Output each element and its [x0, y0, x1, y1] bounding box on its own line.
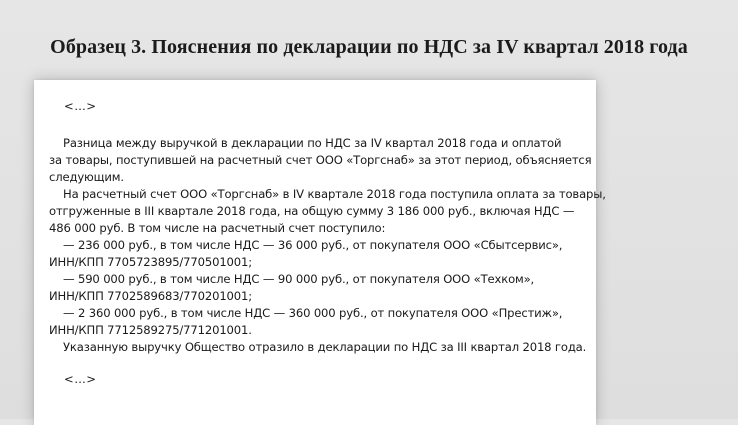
text-line: ИНН/КПП 7712589275/771201001. [49, 323, 252, 337]
document-body [34, 80, 606, 425]
ellipsis-top: <…> [64, 99, 97, 113]
text-line: следующим. [49, 170, 124, 184]
text-line: ИНН/КПП 7705723895/770501001; [49, 255, 252, 269]
text-line: Указанную выручку Общество отразило в декларации по НДС за III квартал 2018 года. [63, 340, 587, 354]
page-title: Образец 3. Пояснения по декларации по НДС за IV квартал 2018 года [50, 36, 688, 58]
text-line: Разница между выручкой в декларации по НДС за IV квартал 2018 года и оплатой [63, 136, 562, 150]
text-line: — 236 000 руб., в том числе НДС — 36 000 руб., от покупателя ООО «Сбытсервис», [63, 238, 563, 252]
text-line: ИНН/КПП 7702589683/770201001; [49, 289, 252, 303]
ellipsis-bottom: <…> [64, 372, 97, 386]
text-line: 486 000 руб. В том числе на расчетный счет поступило: [49, 221, 386, 235]
text-line: — 2 360 000 руб., в том числе НДС — 360 000 руб., от покупателя ООО «Престиж», [63, 306, 563, 320]
text-line: На расчетный счет ООО «Торгснаб» в IV квартале 2018 года поступила оплата за товары, [63, 187, 606, 201]
text-line: отгруженные в III квартале 2018 года, на общую сумму 3 186 000 руб., включая НДС — [49, 204, 575, 218]
document-sheet [34, 80, 606, 425]
text-line: за товары, поступившей на расчетный счет ООО «Торгснаб» за этот период, объясняется [49, 153, 592, 167]
text-line: — 590 000 руб., в том числе НДС — 90 000 руб., от покупателя ООО «Техком», [63, 272, 535, 286]
